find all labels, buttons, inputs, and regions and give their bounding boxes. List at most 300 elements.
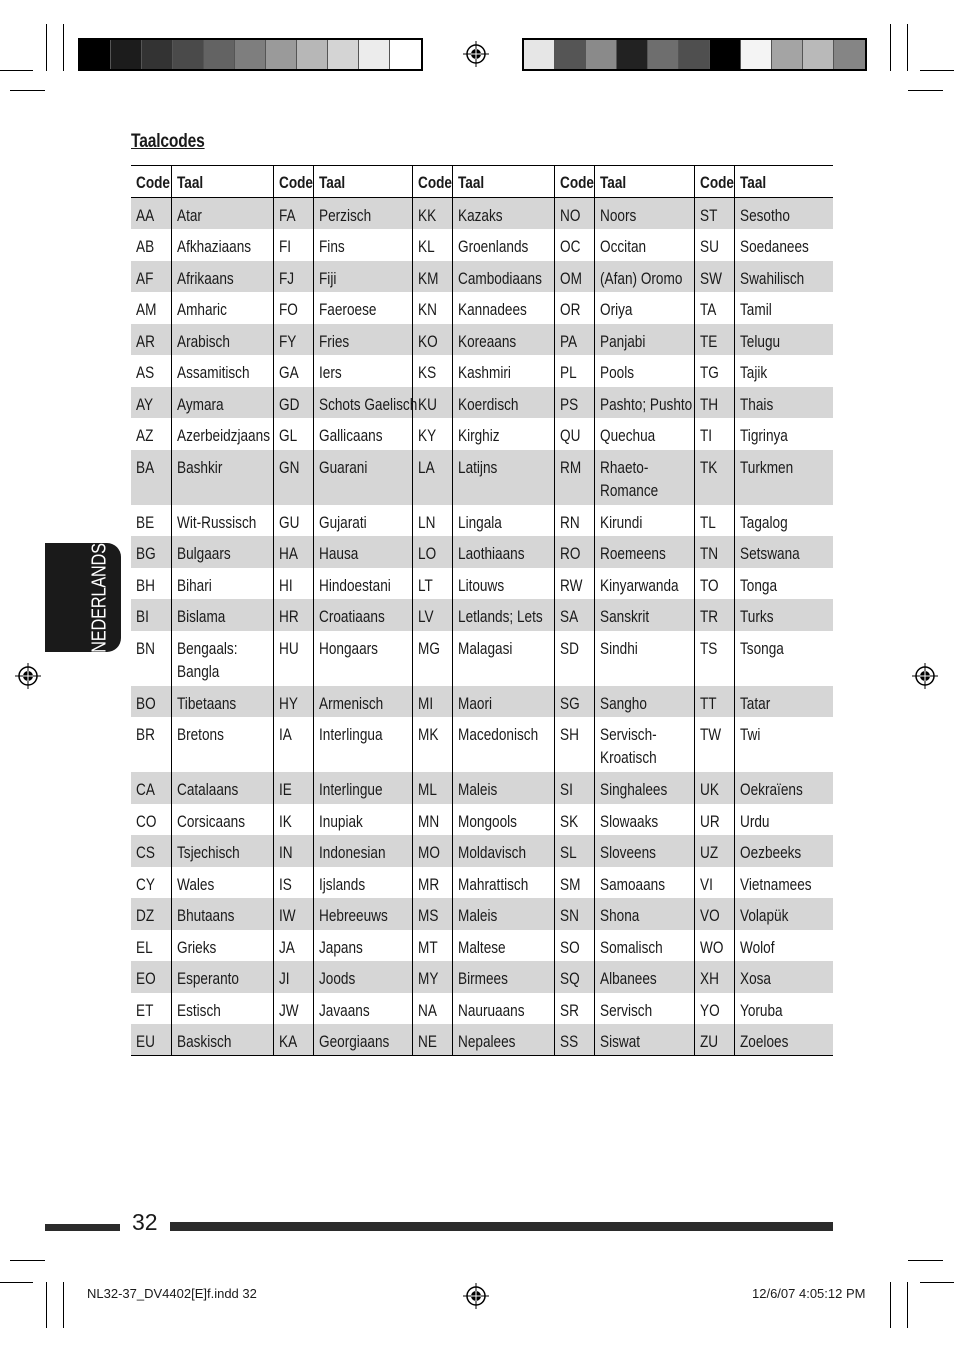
language-name-cell	[313, 599, 412, 631]
language-code-cell	[412, 261, 452, 293]
cell-text: Sloveens	[599, 843, 656, 862]
language-name-cell	[171, 599, 273, 631]
cell-text: Fins	[318, 237, 345, 256]
language-name-cell	[594, 198, 694, 230]
cell-text: Wit-Russisch	[176, 512, 256, 532]
language-code-cell	[694, 292, 734, 324]
table-row	[131, 772, 833, 804]
language-code-cell	[131, 229, 171, 261]
cell-text: BR	[136, 725, 155, 744]
cell-text: JI	[278, 969, 290, 988]
cell-text: KY	[417, 426, 436, 445]
table-row	[131, 292, 833, 324]
language-name-cell	[734, 835, 833, 867]
language-name-cell	[594, 261, 694, 293]
section-title: Taalcodes	[131, 131, 205, 152]
language-code-cell	[412, 835, 452, 867]
cell-text: HA	[278, 544, 298, 563]
language-name-cell	[171, 930, 273, 962]
table-row	[131, 324, 833, 356]
language-code-cell	[694, 324, 734, 356]
cell-text: UZ	[699, 843, 718, 862]
crop-mark	[0, 70, 33, 71]
language-code-cell	[273, 961, 313, 993]
language-name-cell	[171, 536, 273, 568]
language-name-cell	[171, 387, 273, 419]
language-name-cell	[171, 961, 273, 993]
page-number: 32	[132, 1209, 158, 1235]
table-row	[131, 229, 833, 261]
cell-text: Moldavisch	[457, 843, 526, 862]
cell-text: OC	[559, 237, 580, 256]
cell-text: SU	[699, 237, 719, 256]
language-code-cell	[694, 261, 734, 293]
color-swatch	[390, 40, 421, 69]
language-name-cell	[734, 804, 833, 836]
language-code-cell	[273, 686, 313, 718]
crop-mark	[920, 70, 954, 71]
registration-mark-icon	[15, 663, 41, 689]
cell-text: GU	[278, 512, 299, 532]
language-name-cell	[313, 387, 417, 419]
cell-text: Estisch	[176, 1000, 221, 1020]
cell-text: Zoeloes	[739, 1032, 788, 1051]
language-name-cell	[313, 229, 412, 261]
language-code-cell	[694, 686, 734, 718]
cell-text: FY	[278, 331, 296, 351]
cell-text: Servisch	[599, 1000, 652, 1020]
language-code-cell	[273, 930, 313, 962]
cell-text: CS	[136, 843, 155, 862]
color-swatch	[173, 40, 204, 69]
cell-text: Bislama	[176, 607, 225, 626]
cell-text: OM	[559, 268, 582, 288]
language-name-cell	[313, 961, 412, 993]
cell-text: BN	[136, 638, 155, 658]
cell-text: AM	[136, 300, 157, 319]
language-name-cell	[171, 261, 273, 293]
cell-text: HY	[278, 693, 298, 713]
language-code-cell	[131, 961, 171, 993]
language-code-cell	[554, 505, 594, 537]
language-code-cell	[412, 898, 452, 930]
language-code-cell	[694, 1024, 734, 1056]
slug-filename: NL32-37_DV4402[E]f.indd 32	[87, 1286, 257, 1301]
cell-text: AS	[136, 363, 155, 382]
language-code-cell	[273, 568, 313, 600]
language-code-cell	[131, 261, 171, 293]
language-name-cell	[594, 686, 694, 718]
cell-text: Samoaans	[599, 874, 665, 894]
cell-text: Arabisch	[176, 331, 230, 351]
cell-text: Oezbeeks	[739, 843, 801, 862]
language-name-cell	[734, 568, 833, 600]
cell-text: LO	[417, 544, 436, 563]
language-code-cell	[694, 599, 734, 631]
language-name-cell	[171, 324, 273, 356]
language-name-cell	[734, 261, 833, 293]
cell-text: MK	[417, 725, 438, 744]
cell-text: Pashto; Pushto	[599, 394, 692, 414]
crop-mark	[890, 1282, 891, 1328]
table-row	[131, 930, 833, 962]
cell-text: Kannadees	[457, 300, 527, 319]
cell-text: Assamitisch	[176, 363, 250, 382]
color-swatch	[648, 40, 679, 69]
language-name-cell	[452, 505, 554, 537]
table-row	[131, 355, 833, 387]
cell-text: IN	[278, 843, 293, 862]
language-code-cell	[554, 198, 594, 230]
language-name-cell	[452, 631, 554, 686]
language-code-cell	[554, 355, 594, 387]
cell-text: SD	[559, 638, 579, 658]
cell-text: NA	[417, 1000, 437, 1020]
cell-text: MR	[417, 874, 439, 894]
cell-text: BA	[136, 457, 155, 477]
cell-text: Cambodiaans	[457, 268, 542, 288]
language-name-cell	[171, 418, 273, 450]
language-code-cell	[694, 867, 734, 899]
registration-mark-icon	[463, 1283, 489, 1309]
cell-text: Urdu	[739, 811, 769, 831]
cell-text: LA	[417, 457, 435, 477]
column-header-code	[412, 166, 452, 198]
language-code-cell	[412, 568, 452, 600]
language-code-cell	[554, 961, 594, 993]
cell-text: VO	[699, 906, 720, 925]
language-code-cell	[554, 835, 594, 867]
language-code-cell	[554, 930, 594, 962]
color-swatch	[679, 40, 710, 69]
language-code-cell	[412, 930, 452, 962]
registration-mark-icon	[912, 663, 938, 689]
language-name-cell	[171, 505, 273, 537]
language-code-cell	[412, 324, 452, 356]
language-name-cell	[594, 835, 694, 867]
cell-text: Birmees	[457, 969, 508, 988]
color-swatch	[772, 40, 803, 69]
language-code-cell	[273, 450, 313, 505]
language-name-cell	[594, 418, 694, 450]
language-name-cell	[734, 993, 833, 1025]
language-name-cell	[313, 686, 412, 718]
language-code-cell	[694, 568, 734, 600]
cell-text: SR	[559, 1000, 579, 1020]
cell-text: LT	[417, 575, 433, 595]
cell-text: SA	[559, 607, 578, 626]
language-name-cell	[594, 717, 694, 772]
language-name-cell	[452, 536, 554, 568]
cell-text: Afrikaans	[176, 268, 234, 288]
cell-text: Tatar	[739, 693, 770, 713]
language-name-cell	[734, 961, 833, 993]
cell-text: GA	[278, 363, 299, 382]
language-code-cell	[694, 993, 734, 1025]
cell-text: Interlingua	[318, 725, 383, 744]
slug-date: 12/6/07 4:05:12 PM	[752, 1286, 866, 1301]
language-name-cell	[734, 536, 833, 568]
side-tab-label: NEDERLANDS	[88, 543, 111, 653]
language-name-cell	[452, 198, 554, 230]
cell-text: Noors	[599, 206, 636, 225]
cell-text: Oekraïens	[739, 780, 803, 799]
language-code-cell	[554, 450, 594, 505]
header-label: Code	[136, 173, 170, 192]
cell-text: Azerbeidzjaans	[176, 426, 270, 445]
cell-text: SW	[699, 268, 722, 288]
language-name-cell	[734, 599, 833, 631]
color-swatch	[111, 40, 142, 69]
language-code-cell	[694, 198, 734, 230]
language-code-cell	[412, 772, 452, 804]
cell-text: SK	[559, 811, 578, 831]
cell-text: MS	[417, 906, 438, 925]
language-name-cell	[734, 686, 833, 718]
language-code-cell	[131, 198, 171, 230]
cell-text: QU	[559, 426, 580, 445]
cell-text: Javaans	[318, 1000, 370, 1020]
table-row	[131, 898, 833, 930]
cell-text: Xosa	[739, 969, 771, 988]
language-code-cell	[131, 804, 171, 836]
color-swatch	[834, 40, 865, 69]
cell-text: Joods	[318, 969, 355, 988]
crop-mark	[890, 24, 891, 71]
cell-text: MG	[417, 638, 440, 658]
header-label: Code	[278, 173, 313, 192]
language-name-cell	[452, 599, 554, 631]
language-name-cell	[452, 717, 554, 772]
language-code-cell	[412, 418, 452, 450]
cell-text: MO	[417, 843, 440, 862]
language-name-cell	[313, 418, 412, 450]
cell-text: EO	[136, 969, 156, 988]
table-row	[131, 804, 833, 836]
cell-text: Bihari	[176, 575, 212, 595]
cell-text: Kashmiri	[457, 363, 511, 382]
table-row	[131, 686, 833, 718]
table-row	[131, 599, 833, 631]
cell-text: Tajik	[739, 363, 767, 382]
language-code-cell	[694, 536, 734, 568]
cell-text: XH	[699, 969, 719, 988]
color-swatch	[803, 40, 834, 69]
cell-text: SI	[559, 780, 573, 799]
cell-text: MT	[417, 937, 438, 957]
cell-text: Japans	[318, 937, 363, 957]
cell-text: MI	[417, 693, 433, 713]
cell-text: Maori	[457, 693, 492, 713]
cell-text: Turks	[739, 607, 773, 626]
language-code-cell	[412, 993, 452, 1025]
language-name-cell	[734, 355, 833, 387]
language-name-cell	[734, 324, 833, 356]
language-name-cell	[171, 229, 273, 261]
cell-text: TK	[699, 457, 717, 477]
language-name-cell	[171, 835, 273, 867]
cell-text: FJ	[278, 268, 294, 288]
language-name-cell	[313, 898, 412, 930]
cell-text: Tigrinya	[739, 426, 788, 445]
color-swatch	[710, 40, 741, 69]
language-name-cell	[734, 229, 833, 261]
table-row	[131, 450, 833, 505]
cell-text: (Afan) Oromo	[599, 268, 682, 288]
cell-text: Hindoestani	[318, 575, 391, 595]
language-name-cell	[452, 686, 554, 718]
cell-text: Singhalees	[599, 780, 667, 799]
header-label: Code	[559, 173, 594, 192]
cell-text: GD	[278, 394, 299, 414]
language-name-cell	[171, 686, 273, 718]
cell-text: IE	[278, 780, 292, 799]
language-code-cell	[273, 993, 313, 1025]
registration-mark-icon	[463, 41, 489, 67]
language-name-cell	[313, 631, 412, 686]
language-name-cell	[313, 717, 412, 772]
cell-text: TL	[699, 512, 716, 532]
language-code-cell	[412, 1024, 452, 1056]
language-code-cell	[131, 993, 171, 1025]
language-code-cell	[694, 505, 734, 537]
table-row	[131, 568, 833, 600]
column-header-code	[131, 166, 171, 198]
language-code-cell	[554, 993, 594, 1025]
cell-text: IK	[278, 811, 292, 831]
language-name-cell	[734, 418, 833, 450]
language-name-cell	[734, 450, 833, 505]
cell-text: TE	[699, 331, 717, 351]
cell-text: Tibetaans	[176, 693, 236, 713]
cell-text: Inupiak	[318, 811, 363, 831]
cell-text: HR	[278, 607, 299, 626]
column-header-language	[452, 166, 554, 198]
cell-text: AA	[136, 206, 155, 225]
language-name-cell	[734, 505, 833, 537]
cell-text: SO	[559, 937, 580, 957]
language-code-cell	[131, 450, 171, 505]
cell-text: Mongools	[457, 811, 517, 831]
language-code-cell	[131, 355, 171, 387]
cell-text: UK	[699, 780, 719, 799]
language-code-cell	[694, 804, 734, 836]
table-row	[131, 867, 833, 899]
cell-text: Macedonisch	[457, 725, 538, 744]
cell-text: RN	[559, 512, 580, 532]
language-code-cell	[412, 292, 452, 324]
language-name-cell	[313, 450, 412, 505]
color-swatch	[524, 40, 555, 69]
language-name-cell	[452, 867, 554, 899]
cell-text: Wolof	[739, 937, 775, 957]
cell-text: VI	[699, 874, 713, 894]
language-code-cell	[131, 772, 171, 804]
language-code-cell	[273, 772, 313, 804]
cell-text: Nepalees	[457, 1032, 515, 1051]
cell-text: Sindhi	[599, 638, 638, 658]
language-code-cell	[412, 867, 452, 899]
cell-text: Telugu	[739, 331, 780, 351]
cell-text: FI	[278, 237, 291, 256]
cell-text: KN	[417, 300, 437, 319]
language-code-cell	[554, 292, 594, 324]
language-code-cell	[131, 717, 171, 772]
cell-text: IW	[278, 906, 296, 925]
cell-text: Fiji	[318, 268, 336, 288]
table-row	[131, 418, 833, 450]
cell-text: Wales	[176, 874, 214, 894]
language-name-cell	[452, 568, 554, 600]
cell-text: RM	[559, 457, 581, 477]
language-name-cell	[452, 355, 554, 387]
cell-text: RO	[559, 544, 580, 563]
cell-text: Sanskrit	[599, 607, 649, 626]
language-name-cell	[452, 229, 554, 261]
language-name-cell	[171, 717, 273, 772]
cell-text: Fries	[318, 331, 349, 351]
header-label: Code	[417, 173, 452, 192]
language-code-cell	[131, 835, 171, 867]
cell-text: AB	[136, 237, 155, 256]
language-code-cell	[694, 631, 734, 686]
cell-text: Twi	[739, 725, 760, 744]
cell-text: IS	[278, 874, 292, 894]
language-name-cell	[594, 229, 694, 261]
cell-text: Soedanees	[739, 237, 809, 256]
cell-text: Malagasi	[457, 638, 512, 658]
language-code-cell	[273, 355, 313, 387]
cell-text: IA	[278, 725, 292, 744]
language-code-cell	[273, 898, 313, 930]
language-name-cell	[452, 835, 554, 867]
cell-text: CY	[136, 874, 155, 894]
cell-text: NE	[417, 1032, 437, 1051]
cell-text: SG	[559, 693, 580, 713]
cell-text: Koerdisch	[457, 394, 518, 414]
language-code-cell	[273, 599, 313, 631]
cell-text: Hausa	[318, 544, 358, 563]
cell-text: Gujarati	[318, 512, 367, 532]
language-code-cell	[131, 505, 171, 537]
cell-text: PL	[559, 363, 577, 382]
language-name-cell	[171, 292, 273, 324]
cell-text: BE	[136, 512, 155, 532]
cell-text: Mahrattisch	[457, 874, 528, 894]
language-name-cell	[452, 418, 554, 450]
cell-text: Gallicaans	[318, 426, 382, 445]
color-calibration-bar-left	[78, 38, 423, 71]
language-code-cell	[412, 450, 452, 505]
language-code-cell	[554, 631, 594, 686]
language-name-cell	[313, 930, 412, 962]
language-name-cell	[594, 536, 694, 568]
language-name-cell	[171, 568, 273, 600]
language-name-cell	[313, 261, 412, 293]
language-name-cell	[313, 1024, 412, 1056]
cell-text: Volapük	[739, 906, 788, 925]
cell-text: SH	[559, 725, 579, 744]
language-code-cell	[412, 961, 452, 993]
cell-text: Interlingue	[318, 780, 383, 799]
language-name-cell	[734, 631, 833, 686]
cell-text: TS	[699, 638, 717, 658]
column-header-language	[734, 166, 833, 198]
cell-text: Tsonga	[739, 638, 784, 658]
language-name-cell	[734, 772, 833, 804]
cell-text: KO	[417, 331, 438, 351]
language-name-cell	[594, 505, 694, 537]
